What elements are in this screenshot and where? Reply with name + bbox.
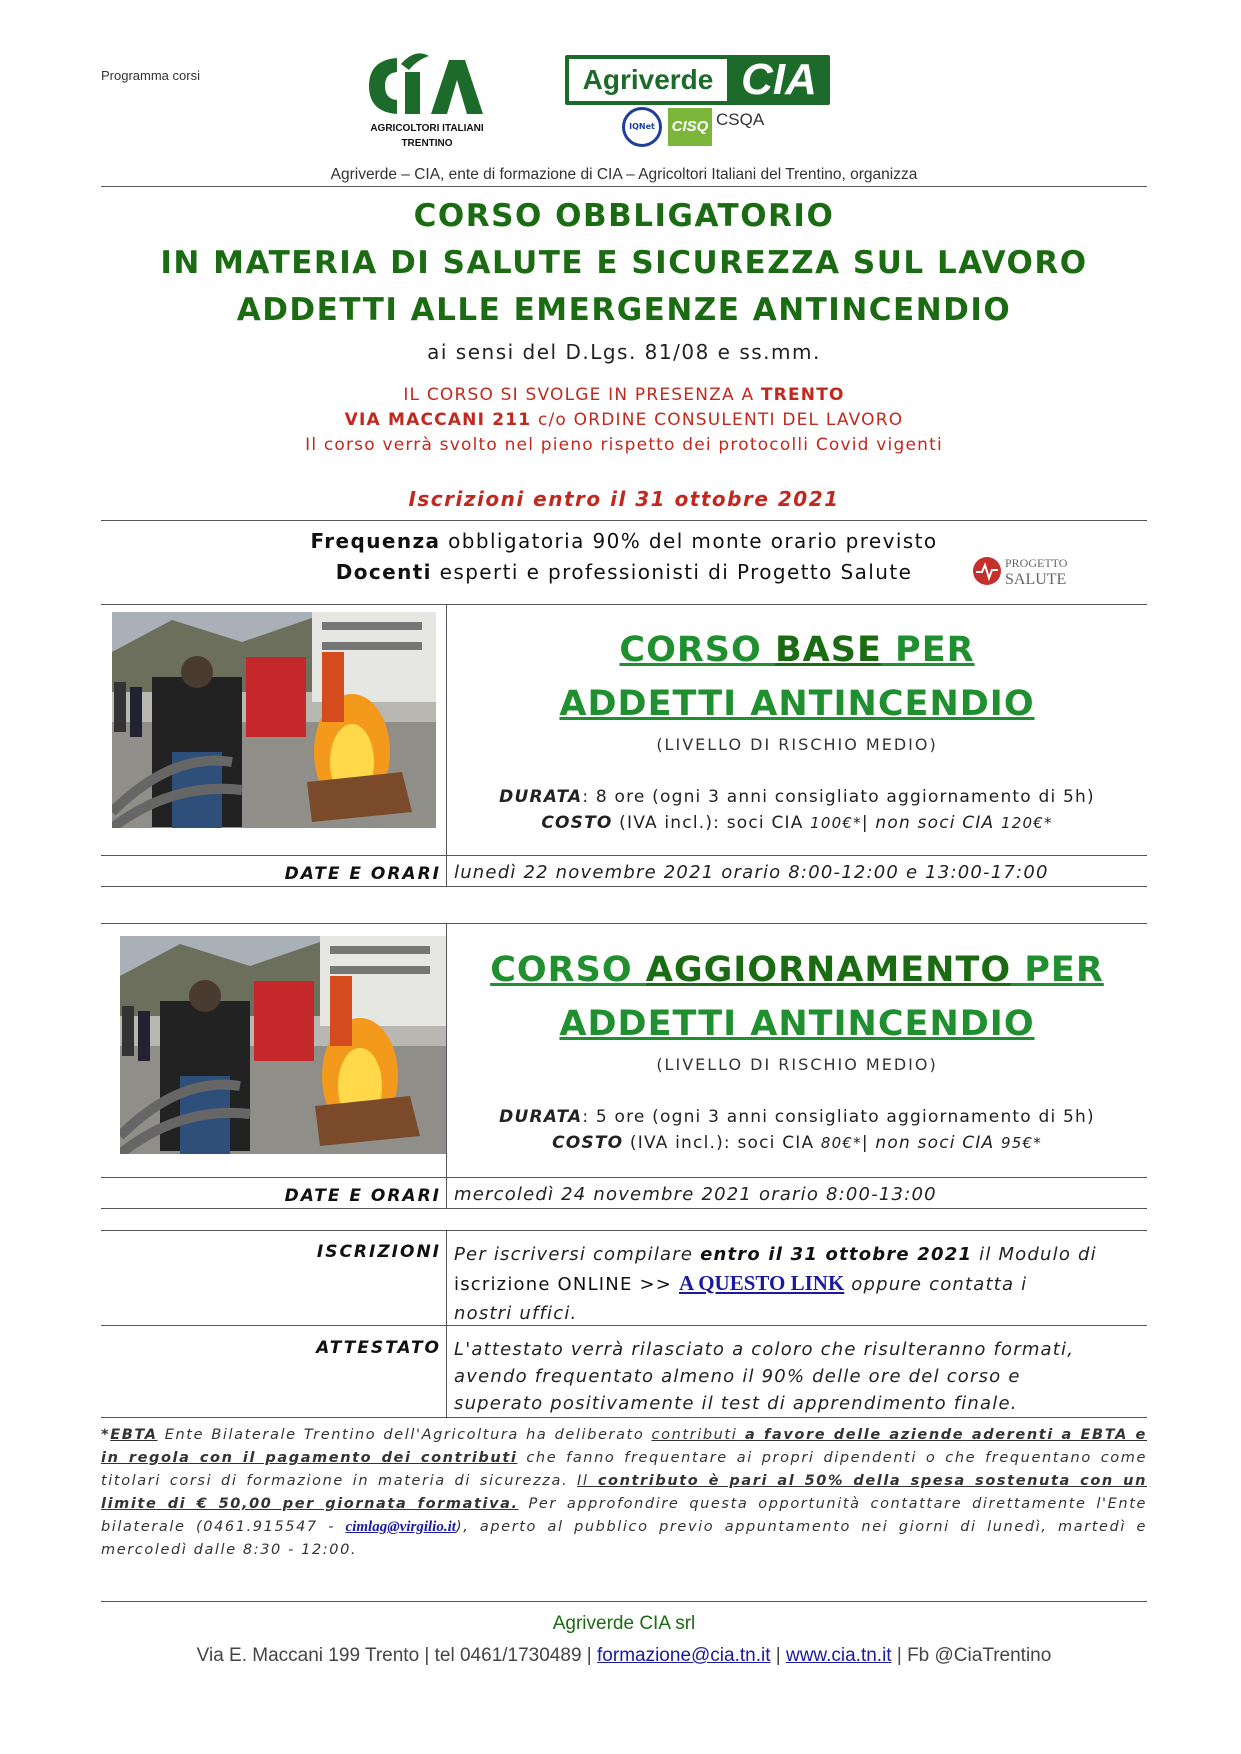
course-update-title-3: PER: [1011, 950, 1104, 990]
footer-website-link[interactable]: www.cia.tn.it: [785, 1645, 892, 1666]
divider: [101, 520, 1147, 521]
certificate-text: [454, 1336, 1144, 1417]
cost-members: 80€*: [820, 1134, 862, 1152]
cia-logo: [357, 46, 497, 154]
frequency-label: Frequenza: [310, 529, 441, 553]
cia-logo-subtext: TRENTINO: [401, 138, 453, 149]
registration-label: ISCRIZIONI: [316, 1242, 441, 1262]
footnote-il: Il: [577, 1473, 589, 1489]
divider: [101, 886, 1147, 887]
course-update-title-line-2: ADDETTI ANTINCENDIO: [559, 1004, 1035, 1044]
dates-label: DATE E ORARI: [284, 1186, 441, 1206]
course-base-title: [447, 630, 1147, 670]
footnote-text-2: a favore delle aziende: [737, 1427, 965, 1443]
title-line-3: ADDETTI ALLE EMERGENZE ANTINCENDIO: [236, 292, 1012, 328]
cia-logo-text: AGRICOLTORI ITALIANI: [370, 123, 484, 134]
registration-text-5: nostri uffici.: [454, 1303, 578, 1324]
course-base-title-3: PER: [881, 630, 975, 670]
divider: [101, 604, 1147, 605]
dates-label: DATE E ORARI: [284, 864, 441, 884]
certificate-line-1: L'attestato verrà rilasciato a coloro che risulteranno formati,: [454, 1339, 1075, 1360]
certificate-label: ATTESTATO: [316, 1338, 441, 1358]
program-label: Programma corsi: [101, 68, 200, 83]
progetto-salute-logo: [972, 552, 1084, 592]
covid-note: Il corso verrà svolto nel pieno rispetto dei protocolli Covid vigenti: [305, 435, 943, 455]
frequency-text: obbligatoria 90% del monte orario previsto: [440, 529, 938, 553]
footnote-text-3: aderenti a EBTA e in regola con il pagamento dei contributi: [101, 1427, 1147, 1466]
footer-social: | Fb @CiaTrentino: [891, 1645, 1052, 1666]
divider: [101, 855, 1147, 856]
location-text: IL CORSO SI SVOLGE IN PRESENZA A: [403, 385, 761, 405]
cia-logo-mark: [357, 46, 497, 118]
course-update-dates: mercoledì 24 novembre 2021 orario 8:00-13:00: [454, 1184, 937, 1205]
legal-reference: ai sensi del D.Lgs. 81/08 e ss.mm.: [427, 340, 821, 364]
organizer-line: Agriverde – CIA, ente di formazione di CIA – Agricoltori Italiani del Trentino, organizza: [330, 166, 918, 183]
teachers-label: Docenti: [335, 560, 432, 584]
certificate-line-2: avendo frequentato almeno il 90% delle ore del corso e: [454, 1366, 1021, 1387]
cost-separator: |: [861, 813, 876, 833]
course-update-risk: (LIVELLO DI RISCHIO MEDIO): [656, 1055, 938, 1074]
duration-text: : 8 ore (ogni 3 anni consigliato aggiornamento di 5h): [582, 787, 1095, 807]
footnote-star: *: [101, 1427, 111, 1443]
footer-contacts: [101, 1645, 1147, 1667]
agriverde-logo: [565, 55, 830, 105]
csqa-badge: CSQA: [716, 110, 765, 129]
footer-company: Agriverde CIA srl: [552, 1613, 696, 1634]
cost-members: 100€*: [810, 814, 862, 832]
course-update-title: [447, 950, 1147, 990]
location-address: VIA MACCANI 211: [344, 410, 532, 430]
registration-text-3: iscrizione ONLINE >>: [454, 1274, 679, 1295]
deadline: Iscrizioni entro il 31 ottobre 2021: [408, 487, 840, 511]
course-update-title-1: CORSO: [490, 950, 646, 990]
cost-separator: |: [861, 1133, 876, 1153]
footnote-text-6: Per approfondire questa opportunità contattare direttamente l'Ente bilaterale (0461.915547 -: [101, 1496, 1147, 1535]
course-update-duration: [447, 1107, 1147, 1127]
footnote-contributi: contributi: [651, 1427, 738, 1443]
divider: [446, 1230, 447, 1417]
ebta-footnote: [101, 1424, 1147, 1562]
duration-text: : 5 ore (ogni 3 anni consigliato aggiornamento di 5h): [582, 1107, 1095, 1127]
certificate-line-3: superato positivamente il test di apprendimento finale.: [454, 1393, 1018, 1414]
cost-label: COSTO: [552, 1133, 624, 1153]
location-city: TRENTO: [760, 385, 845, 405]
registration-link[interactable]: A QUESTO LINK: [678, 1271, 845, 1295]
footnote-text-1: Ente Bilaterale Trentino dell'Agricoltura ha deliberato: [157, 1427, 652, 1443]
iqnet-badge: IQNet: [622, 107, 660, 147]
cost-nonmembers: 120€*: [1001, 814, 1053, 832]
divider: [101, 1230, 1147, 1231]
frequency-info: [101, 529, 1147, 553]
divider: [101, 1417, 1147, 1418]
cost-nonmembers-label: non soci CIA: [875, 1133, 1001, 1153]
footnote-text-4: che fanno frequentare ai propri dipendenti o che frequentano come titolari corsi di formazione in materia di sicurezza.: [101, 1450, 1147, 1489]
course-update-cost: [447, 1133, 1147, 1153]
registration-text-1: Per iscriversi compilare: [454, 1244, 701, 1265]
location-venue: c/o ORDINE CONSULENTI DEL LAVORO: [531, 410, 904, 430]
cisq-badge: CISQ: [668, 108, 712, 146]
agriverde-logo-cia: CIA: [741, 55, 817, 104]
footnote-email-link[interactable]: cimlag@virgilio.it: [345, 1519, 456, 1535]
footer-separator: |: [770, 1645, 786, 1666]
duration-label: DURATA: [499, 787, 583, 807]
footnote-text-5: contributo è pari al 50% della spesa sostenuta con un limite di € 50,00 per giornata formativa.: [101, 1473, 1147, 1512]
registration-text-2: il Modulo di: [972, 1244, 1097, 1265]
location-line-1: [101, 385, 1147, 405]
fire-training-photo-2: [120, 936, 446, 1154]
registration-text: [454, 1240, 1144, 1328]
partner-logo-line-1: PROGETTO: [1005, 556, 1068, 570]
divider: [101, 186, 1147, 187]
course-base-dates: lunedì 22 novembre 2021 orario 8:00-12:00 e 13:00-17:00: [454, 862, 1049, 883]
teachers-text: esperti e professionisti di Progetto Salute: [431, 560, 913, 584]
footer-email-link[interactable]: formazione@cia.tn.it: [597, 1645, 771, 1666]
partner-logo-line-2: SALUTE: [1005, 571, 1067, 588]
course-base-duration: [447, 787, 1147, 807]
divider: [101, 1177, 1147, 1178]
divider: [101, 1325, 1147, 1326]
course-base-title-1: CORSO: [619, 630, 775, 670]
course-base-risk: (LIVELLO DI RISCHIO MEDIO): [656, 735, 938, 754]
course-base-title-2: BASE: [774, 630, 882, 670]
title-line-2: IN MATERIA DI SALUTE E SICUREZZA SUL LAVORO: [160, 245, 1088, 281]
divider: [101, 1601, 1147, 1602]
course-base-title-line-2: ADDETTI ANTINCENDIO: [559, 684, 1035, 724]
cost-nonmembers-label: non soci CIA: [875, 813, 1001, 833]
cost-label: COSTO: [541, 813, 613, 833]
duration-label: DURATA: [499, 1107, 583, 1127]
title-line-1: CORSO OBBLIGATORIO: [413, 198, 835, 234]
registration-text-4: oppure contatta i: [844, 1274, 1028, 1295]
footnote-ebta: EBTA: [110, 1427, 158, 1443]
divider: [101, 1208, 1147, 1209]
course-update-title-2: AGGIORNAMENTO: [645, 950, 1012, 990]
cost-text: (IVA incl.): soci CIA: [612, 813, 811, 833]
footer-address: Via E. Maccani 199 Trento | tel 0461/1730489 |: [196, 1645, 598, 1666]
footnote-text-7: ), aperto al pubblico previo appuntamento nei giorni di lunedì, martedì e mercoledì dalle 8:30 - 12:00.: [101, 1519, 1147, 1558]
agriverde-logo-text: Agriverde: [569, 59, 727, 101]
heart-pulse-icon: [972, 556, 1002, 586]
location-line-2: [101, 410, 1147, 430]
course-base-cost: [447, 813, 1147, 833]
divider: [101, 923, 1147, 924]
registration-deadline: entro il 31 ottobre 2021: [700, 1244, 973, 1265]
fire-training-photo: [112, 612, 436, 828]
cost-nonmembers: 95€*: [1001, 1134, 1042, 1152]
cost-text: (IVA incl.): soci CIA: [623, 1133, 821, 1153]
